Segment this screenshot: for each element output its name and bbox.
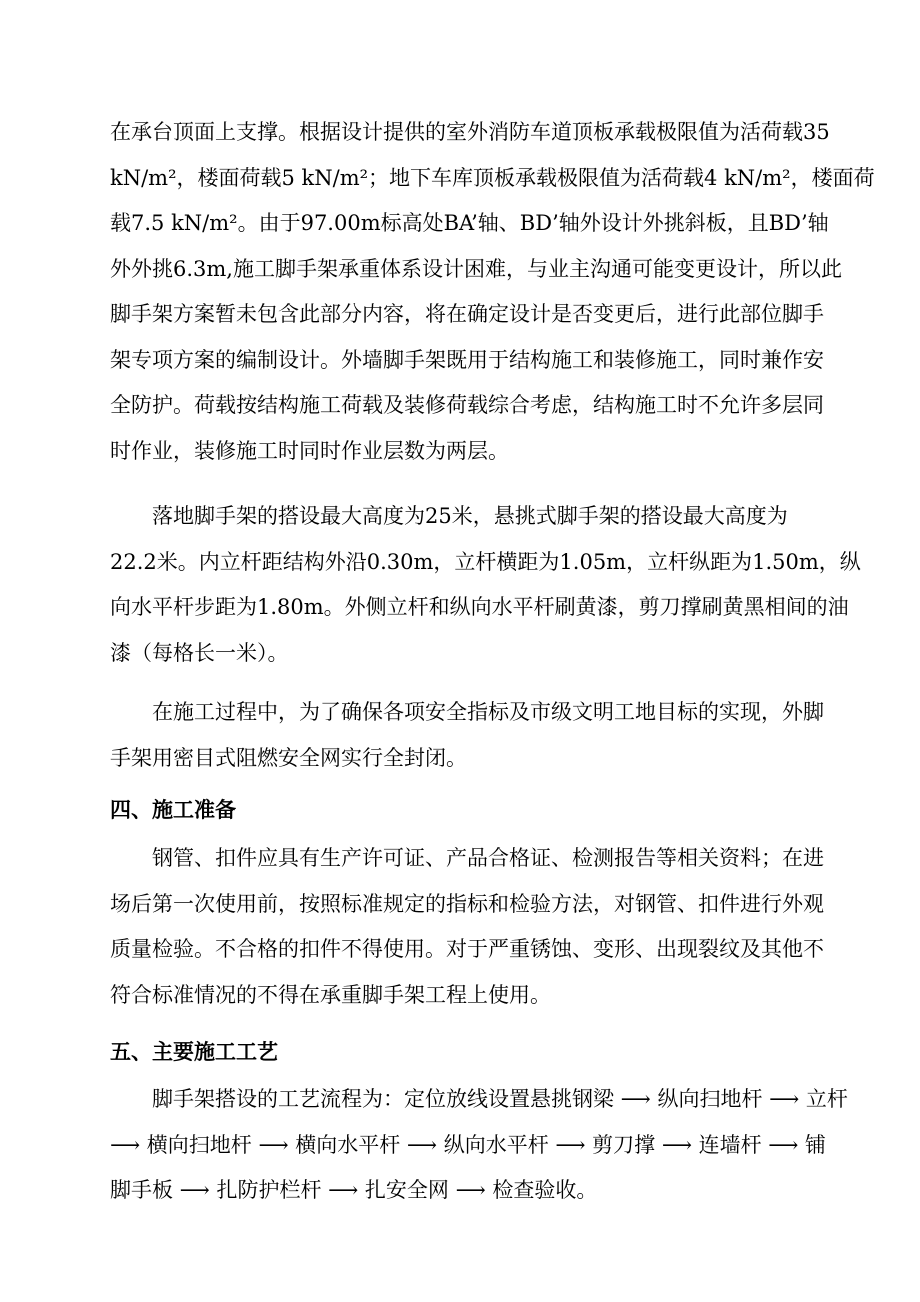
paragraph-preparation bbox=[110, 836, 855, 1018]
text-line: ⟶ 横向扫地杆 ⟶ 横向水平杆 ⟶ 纵向水平杆 ⟶ 剪刀撑 ⟶ 连墙杆 ⟶ 铺 bbox=[110, 1132, 827, 1157]
text-line: 脚手架方案暂未包含此部分内容，将在确定设计是否变更后，进行此部位脚手 bbox=[110, 302, 824, 326]
text-line: 在承台顶面上支撑。根据设计提供的室外消防车道顶板承载极限值为活荷载35 bbox=[110, 120, 830, 144]
text-line: 质量检验。不合格的扣件不得使用。对于严重锈蚀、变形、出现裂纹及其他不 bbox=[110, 937, 824, 961]
text-line: 漆（每格长一米）。 bbox=[110, 640, 289, 665]
text-line: 22.2米。内立杆距结构外沿0.30m，立杆横距为1.05m，立杆纵距为1.50m，纵 bbox=[110, 549, 861, 574]
paragraph-safety-net bbox=[110, 690, 855, 781]
text-line: 手架用密目式阻燃安全网实行全封闭。 bbox=[110, 745, 467, 770]
text-line: 场后第一次使用前，按照标准规定的指标和检验方法，对钢管、扣件进行外观 bbox=[110, 891, 824, 916]
paragraph-process-flow bbox=[110, 1077, 855, 1214]
text-line: 在施工过程中，为了确保各项安全指标及市级文明工地目标的实现，外脚 bbox=[152, 700, 824, 724]
text-line: 落地脚手架的搭设最大高度为25米，悬挑式脚手架的搭设最大高度为 bbox=[152, 504, 788, 528]
text-line: 脚手架搭设的工艺流程为：定位放线设置悬挑钢梁 ⟶ 纵向扫地杆 ⟶ 立杆 bbox=[152, 1087, 848, 1111]
text-line: 向水平杆步距为1.80m。外侧立杆和纵向水平杆刷黄漆，剪刀撑刷黄黑相间的油 bbox=[110, 595, 849, 619]
paragraph-scaffold-dimensions bbox=[110, 494, 861, 676]
section-heading-process: 五、主要施工工艺 bbox=[110, 1040, 278, 1064]
text-line: 外外挑6.3m,施工脚手架承重体系设计困难，与业主沟通可能变更设计，所以此 bbox=[110, 256, 842, 281]
text-line: 时作业，装修施工时同时作业层数为两层。 bbox=[110, 438, 509, 463]
text-line: 符合标准情况的不得在承重脚手架工程上使用。 bbox=[110, 982, 551, 1007]
text-line: 脚手板 ⟶ 扎防护栏杆 ⟶ 扎安全网 ⟶ 检查验收。 bbox=[110, 1178, 598, 1202]
section-heading-preparation: 四、施工准备 bbox=[110, 798, 236, 822]
text-line: kN/m²，楼面荷载5 kN/m²；地下车库顶板承载极限值为活荷载4 kN/m²，楼面荷 bbox=[110, 165, 875, 190]
text-line: 全防护。荷载按结构施工荷载及装修荷载综合考虑，结构施工时不允许多层同 bbox=[110, 393, 824, 417]
text-line: 架专项方案的编制设计。外墙脚手架既用于结构施工和装修施工，同时兼作安 bbox=[110, 347, 824, 372]
text-line: 钢管、扣件应具有生产许可证、产品合格证、检测报告等相关资料；在进 bbox=[152, 846, 824, 870]
text-line: 载7.5 kN/m²。由于97.00m标高处BA’轴、BD’轴外设计外挑斜板，且BD’轴 bbox=[110, 211, 829, 235]
paragraph-load-description bbox=[110, 110, 875, 474]
